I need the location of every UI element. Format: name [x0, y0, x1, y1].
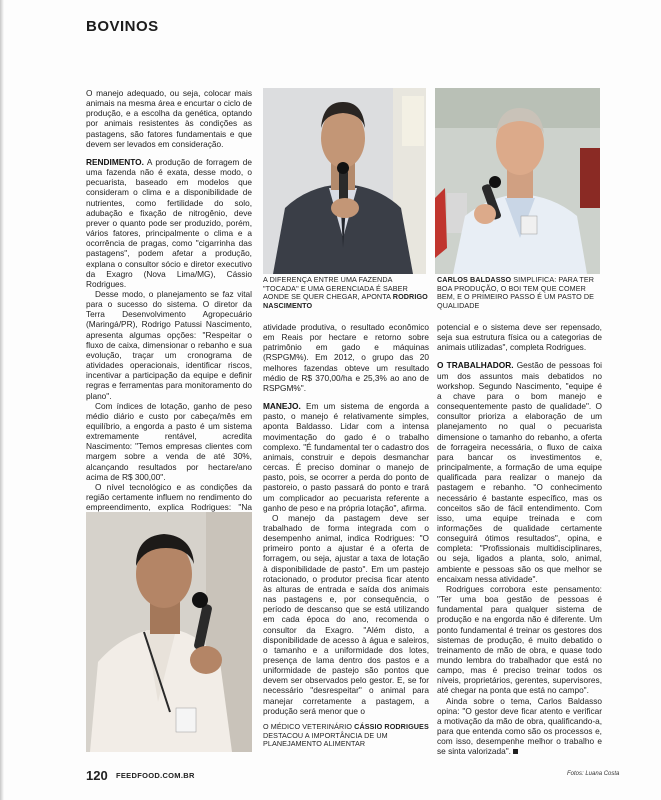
photo-carlos-baldasso: [435, 88, 600, 274]
column-2-text: [263, 322, 429, 716]
photo-rodrigo-nascimento: [263, 88, 426, 274]
page-number: 120: [86, 768, 108, 783]
paragraph-rodrigues-corrobora: Rodrigues corrobora este pensamento: "Ter uma boa gestão de pessoas é fundamental para qualquer sistema de produção e na engorda não é diferente. Um ponto fundamental é treinar os gestores dos sistemas de produção, é muito debatido o treinamento de mão de obra, e quase todo mundo lembra do trabalhador que está no campo, mas é preciso treinar todos os níveis, proprietários, gerentes, supervisores, até chegar na ponta que está no campo".: [437, 583, 602, 696]
paragraph-potencial: potencial e o sistema deve ser repensado, seja sua estrutura física ou a categorias de animais utilizadas", completa Rodrigues.: [437, 322, 602, 353]
rendimento-heading: RENDIMENTO.: [86, 156, 144, 167]
paragraph-indices: Com índices de lotação, ganho de peso médio diário e custo por cabeça/mês em equilíbrio, a engorda a pasto é um sistema extremamente rentável, acredita Nascimento: "Temos empresas clientes com margem sobre a venda de até 30%, alcançando resultados por hectare/ano acima de R$ 300,00".: [86, 400, 252, 482]
caption-cassio: O MÉDICO VETERINÁRIO CÁSSIO RODRIGUES DESTACOU A IMPORTÂNCIA DE UM PLANEJAMENTO ALIMENTAR: [263, 722, 429, 749]
caption-carlos: CARLOS BALDASSO SIMPLIFICA: PARA TER BOA PRODUÇÃO, O BOI TEM QUE COMER BEM, E O PRIMEIRO PASSO É UM PASTO DE QUALIDADE: [437, 275, 595, 310]
caption-rodrigo: A DIFERENÇA ENTRE UMA FAZENDA "TOCADA" E UMA GERENCIADA É SABER AONDE SE QUER CHEGAR, APONTA RODRIGO NASCIMENTO: [263, 275, 428, 310]
photo-credit: Fotos: Luana Costa: [567, 771, 620, 777]
page-edge-shadow: [0, 0, 4, 800]
column-3-text: [437, 322, 602, 757]
intro-paragraph: O manejo adequado, ou seja, colocar mais animais na mesma área e encurtar o ciclo de produção, e a escolha da genética, optando por animais resistentes às condições as pastagens, são fatores fundamentais e que devem ser levados em consideração.: [86, 88, 252, 149]
photo-cassio-rodrigues: [86, 512, 252, 752]
end-mark-icon: [513, 749, 518, 754]
manejo-heading: MANEJO.: [263, 401, 301, 412]
paragraph-nivel-tecnologico: O nível tecnológico e as condições da região certamente influem no rendimento do empreendimento, explica Rodrigues: "Na: [86, 481, 252, 513]
website-label: FEEDFOOD.COM.BR: [116, 771, 195, 780]
paragraph-planejamento: Desse modo, o planejamento se faz vital para o sucesso do sistema. O diretor da Terra Desenvolvimento Agropecuário (Maringá/PR), Rodrigo Patussi Nascimento, apresenta algumas opções: "Respeitar o fluxo de caixa, dimensionar o rebanho e sua evolução, traçar um cronograma de atividades operacionais, identificar riscos, incentivar a participação da equipe e definir regras e ferramentas para monitoramento do plano".: [86, 288, 252, 401]
section-header: BOVINOS: [86, 18, 159, 35]
manejo-paragraph: MANEJO. Em um sistema de engorda a pasto, o manejo é relativamente simples, aponta Baldasso. Lidar com a intensa movimentação do gado é o trabalho complexo. "É fundamental ter o cadastro dos animais, construir e depois desmanchar cercas. É preciso dominar o manejo de pasto, pois, se ocorrer a perda do ponto de pastoreio, o pasto passará do ponto e trará um complicador ao pecuarista referente a ganho de peso e na própria lotação", afirma.: [263, 401, 429, 513]
rendimento-paragraph: RENDIMENTO. A produção de forragem de uma fazenda não é exata, desse modo, o pecuarista, baseado em modelos que consideram o clima e a disponibilidade de nutrientes, como fertilidade do solo, adubação e fixação de nitrogênio, deve prever o quanto pode ser produzido, porém, vários fatores, principalmente o clima e a ocorrência de pragas, como "cigarrinha das pastagens", podem afetar a produção, explana o consultor sócio e diretor executivo da Exagro (Nova Lima/MG), Cássio Rodrigues.: [86, 156, 252, 289]
paragraph-baldasso-opina: Ainda sobre o tema, Carlos Baldasso opina: "O gestor deve ficar atento e verificar a motivação da mão de obra, qualificando-a, para que entenda como são os processos e, com isso, desempenhe melhor o trabalho e se sinta valorizada".: [437, 695, 602, 757]
trabalhador-paragraph: O TRABALHADOR. Gestão de pessoas foi um dos assuntos mais debatidos no workshop. Segundo Nascimento, "equipe é a chave para o bom manejo e consequentemente pasto de qualidade". O consultor prioriza a elaboração de um planejamento no qual o pecuarista dimensione o tamanho do rebanho, a oferta de forrageira necessária, o fluxo de caixa para bancar os investimentos e, principalmente, a formação de uma equipe qualificada para realizar o manejo da pastagem e rebanho. "O conhecimento necessário é bastante específico, mas os conceitos são de fácil entendimento. Com isso, uma equipe treinada e com informações de qualidade certamente conseguirá ótimos resultados", opina, e completa: "Profissionais multidisciplinares, ou seja, ligados a planta, solo, animal, ambiente e pessoas são os que melhor se encaixam nessa atividade".: [437, 360, 602, 584]
column-1-text: [86, 88, 252, 533]
paragraph-manejo-pastagem: O manejo da pastagem deve ser trabalhado de forma integrada com o desempenho animal, indica Rodrigues: "O primeiro ponto a ajustar é a oferta de forragem, ou seja, ajustar a taxa de lotação à disponibilidade de pasto". Em um pastejo rotacionado, o produtor precisa ficar atento às alturas de entrada e saída dos animais nas pastagens e, por consequência, o período de descanso que se está utilizando em cada época do ano, recomenda o consultor da Exagro. "Além disto, a disponibilidade de acesso à água e saleiros, o tamanho e a uniformidade dos lotes, presença de lama dentro dos pastos e a uniformidade de pastejo são pontos que devem ser observados pelo gestor. E, se for necessário "desrespeitar" o animal para manejar corretamente a pastagem, a produção será menor que o: [263, 512, 429, 716]
trabalhador-heading: O TRABALHADOR.: [437, 360, 514, 371]
paragraph-atividade: atividade produtiva, o resultado econômico em Reais por hectare e retorno sobre patrimônio em gado e máquinas (RSPGM%). Em 2012, o grupo das 20 melhores fazendas obteve um resultado médio de R$ 370,00/ha e 25,3% ao ano de RSPGM%".: [263, 322, 429, 393]
